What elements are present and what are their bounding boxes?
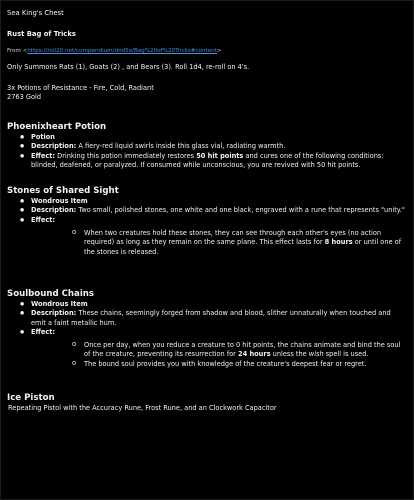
phoenix-effect-pre: Drinking this potion immediately restores: [55, 151, 197, 160]
chains-effect2-text: The bound soul provides you with knowledge of the creature's deepest fear or regret.: [84, 359, 367, 368]
chains-effect1-mid: unless the: [270, 350, 309, 359]
stones-desc-text: Two small, polished stones, one white and one black, engraved with a rune that represents "unity.": [76, 206, 405, 215]
phoenix-desc-text: A fiery-red liquid swirls inside this glass vial, radiating warmth.: [76, 142, 286, 151]
phoenix-effect-bold: 50 hit points: [196, 151, 244, 160]
phoenix-effect-rest: and cures one of the following conditions: blinded, deafened, or paralyzed. If consumed while unconscious, you are revived with 50 hit points.: [31, 151, 384, 169]
stones-effect-post: or until one of the stones is released.: [84, 238, 402, 256]
source-close: >: [216, 48, 222, 54]
phoenix-type: [7, 133, 406, 142]
phoenix-effect: [7, 152, 406, 171]
chains-effect1-pre: Once per day, when you reduce a creature to 0 hit points, the chains animate and bind the soul of the creature, preventing its resurrection for: [84, 341, 401, 359]
chains-heading: Soulbound Chains: [7, 288, 94, 299]
chains-effect-list: [31, 341, 406, 369]
stones-effect-item: [31, 229, 406, 257]
stones-type-text: Wondrous Item: [31, 197, 88, 206]
source-link[interactable]: https://roll20.net/compendium/dnd5e/Bag%20of%20Tricks#content: [27, 48, 217, 54]
source-label: From <: [7, 48, 28, 54]
chains-type-text: Wondrous Item: [31, 299, 88, 308]
chains-effect: [7, 328, 406, 369]
stones-list: [7, 197, 406, 257]
chains-effect-item-1: [31, 341, 406, 360]
phoenix-heading: Phoenixheart Potion: [7, 122, 107, 132]
stones-effect-label: Effect:: [31, 215, 56, 224]
stones-type: [7, 197, 406, 206]
chains-type: [7, 300, 406, 309]
stones-effect-list: [31, 229, 406, 257]
rust-bag-heading: Rust Bag of Tricks: [7, 30, 76, 38]
piston-text: Repeating Pistol with the Accuracy Rune, Frost Rune, and an Clockwork Capacitor: [8, 404, 277, 413]
phoenix-type-text: Potion: [31, 133, 55, 141]
gold-line: 2763 Gold: [7, 93, 42, 101]
phoenix-desc-label: Description:: [31, 142, 77, 151]
chains-effect1-bold: 24 hours: [237, 350, 271, 359]
chains-desc-label: Description:: [31, 309, 77, 318]
stones-heading: Stones of Shared Sight: [7, 186, 119, 197]
phoenix-description: [7, 142, 406, 151]
chains-desc-text: These chains, seemingly forged from shadow and blood, slither unnaturally when touched and emit a faint metallic hum.: [31, 309, 391, 327]
chains-description: [7, 309, 406, 328]
stones-description: [7, 206, 406, 215]
chains-list: [7, 300, 406, 369]
piston-heading: Ice Piston: [7, 393, 55, 404]
potions-line: 3x Potions of Resistance - Fire, Cold, Radiant: [7, 84, 154, 92]
phoenix-effect-label: Effect:: [31, 151, 56, 160]
phoenix-list: [7, 133, 406, 170]
chains-effect1-post: spell is used.: [323, 350, 369, 359]
stones-effect: [7, 216, 406, 257]
chains-effect1-italic: wish: [308, 350, 324, 359]
stones-effect-bold: 8 hours: [324, 238, 353, 247]
chains-effect-label: Effect:: [31, 327, 56, 336]
stones-desc-label: Description:: [31, 206, 77, 215]
summons-text: Only Summons Rats (1), Goats (2) , and Bears (3). Roll 1d4, re-roll on 4's.: [7, 63, 250, 71]
stones-effect-pre: When two creatures hold these stones, they can see through each other's eyes (no action required) as long as they remain on the same plane. This effect lasts for: [84, 229, 382, 247]
doc-title: Sea King's Chest: [7, 9, 64, 17]
source-line: [7, 48, 406, 54]
chains-effect-item-2: [31, 360, 406, 369]
